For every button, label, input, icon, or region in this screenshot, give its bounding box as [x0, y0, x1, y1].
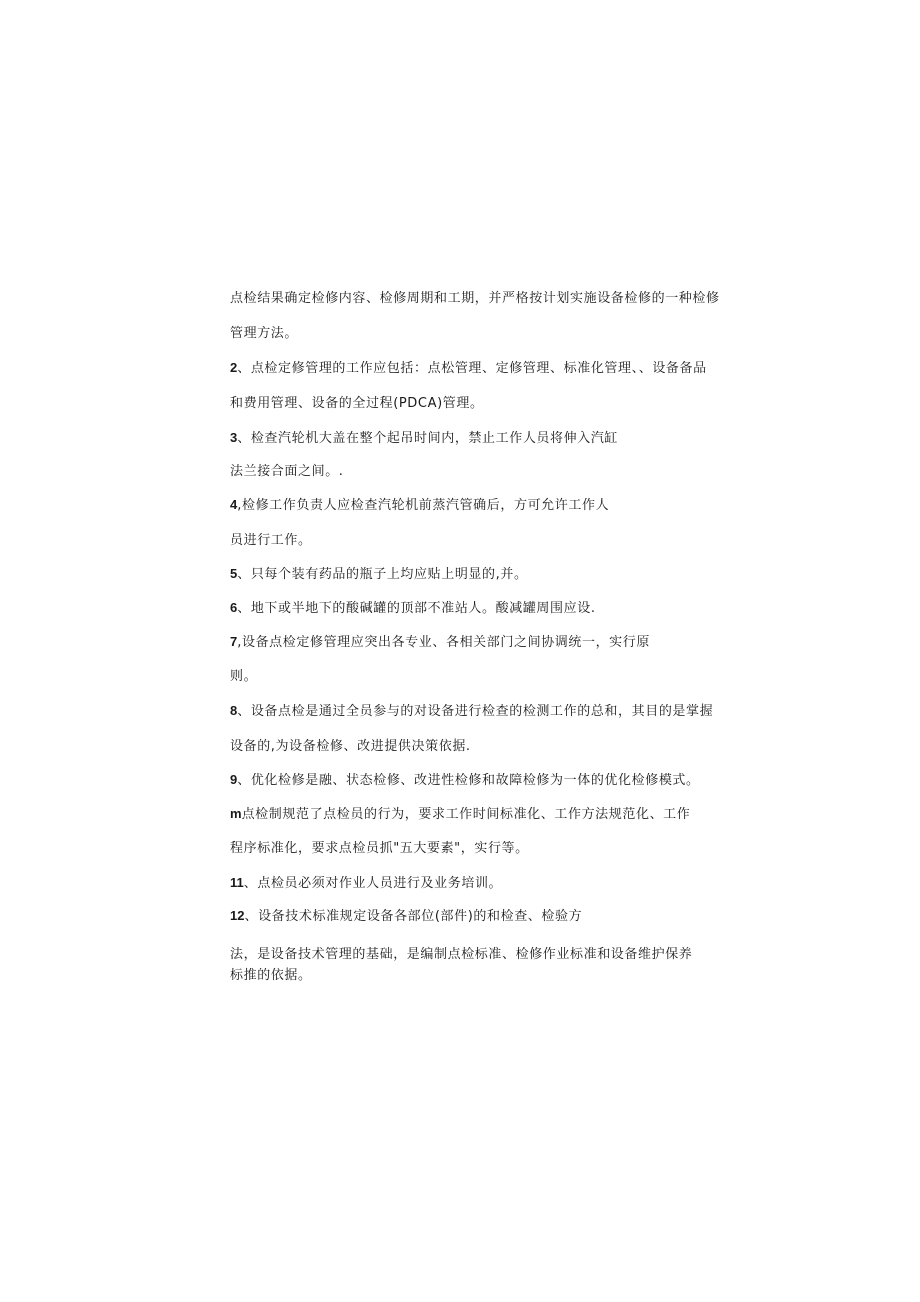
text-line [230, 325, 298, 342]
text-line [230, 772, 700, 789]
item-number: 5 [230, 566, 238, 581]
line-text: 管理方法。 [230, 326, 299, 341]
item-number: 9 [230, 772, 238, 787]
line-text: 法兰接合面之间。. [230, 464, 344, 479]
item-number: 6 [230, 600, 238, 615]
text-line [230, 703, 713, 720]
item-number: 3 [230, 430, 238, 445]
item-number: 7 [230, 634, 238, 649]
line-text: 、检查汽轮机大盖在整个起吊时间内，禁止工作人员将伸入汽缸 [237, 431, 619, 446]
line-text: 、点检定修管理的工作应包括：点松管理、定修管理、标准化管理、、设备备品 [237, 361, 707, 376]
item-number: 12 [230, 908, 245, 923]
text-line [230, 566, 528, 583]
item-number: 11 [230, 875, 244, 890]
line-text: ,设备点检定修管理应突出各专业、各相关部门之间协调统一，实行原 [237, 635, 650, 650]
item-number: m [230, 806, 242, 821]
text-line [230, 600, 596, 617]
text-line [230, 875, 502, 892]
line-text: 、设备点检是通过全员参与的对设备进行检查的检测工作的总和，其目的是掌握 [237, 704, 714, 719]
line-text: 则。 [230, 669, 258, 684]
text-line [230, 360, 707, 377]
text-line [230, 668, 257, 685]
line-text: 点检结果确定检修内容、检修周期和工期，并严格按计划实施设备检修的一种检修 [230, 291, 720, 306]
line-text: 、点检员必须对作业人员进行及业务培训。 [243, 876, 503, 891]
item-number: 4 [230, 497, 238, 512]
item-number: 2 [230, 360, 238, 375]
text-line [230, 497, 609, 514]
line-text: 标推的依据。 [230, 968, 312, 983]
text-line [230, 738, 471, 755]
line-text: 和费用管理、设备的全过程(PDCA)管理。 [230, 396, 484, 411]
text-line [230, 290, 720, 307]
text-line [230, 908, 582, 925]
line-text: 、地下或半地下的酸碱罐的顶部不准站人。酸减罐周围应设. [237, 601, 596, 616]
text-line [230, 806, 690, 823]
line-text: 、设备技术标准规定设备各部位(部件)的和检查、检验方 [244, 909, 583, 924]
line-text: 员进行工作。 [230, 533, 312, 548]
line-text: 、只每个装有药品的瓶子上均应贴上明显的,并。 [237, 567, 528, 582]
line-text: 点检制规范了点检员的行为，要求工作时间标准化、工作方法规范化、工作 [241, 807, 691, 822]
item-number: 8 [230, 703, 238, 718]
text-line [230, 967, 312, 984]
text-line [230, 946, 692, 963]
text-line [230, 463, 344, 480]
text-line [230, 840, 529, 857]
text-line [230, 634, 650, 651]
text-line [230, 395, 484, 412]
line-text: ,检修工作负责人应检查汽轮机前蒸汽管确后，方可允许工作人 [237, 498, 610, 513]
text-line [230, 430, 618, 447]
line-text: 法，是设备技术管理的基础，是编制点检标准、检修作业标准和设备维护保养 [230, 947, 693, 962]
line-text: 、优化检修是融、状态检修、改进性检修和故障检修为一体的优化检修模式。 [237, 773, 700, 788]
line-text: 设备的,为设备检修、改进提供决策依据. [230, 739, 471, 754]
line-text: 程序标准化，要求点检员抓"五大要素"，实行等。 [230, 841, 529, 856]
text-line [230, 532, 312, 549]
